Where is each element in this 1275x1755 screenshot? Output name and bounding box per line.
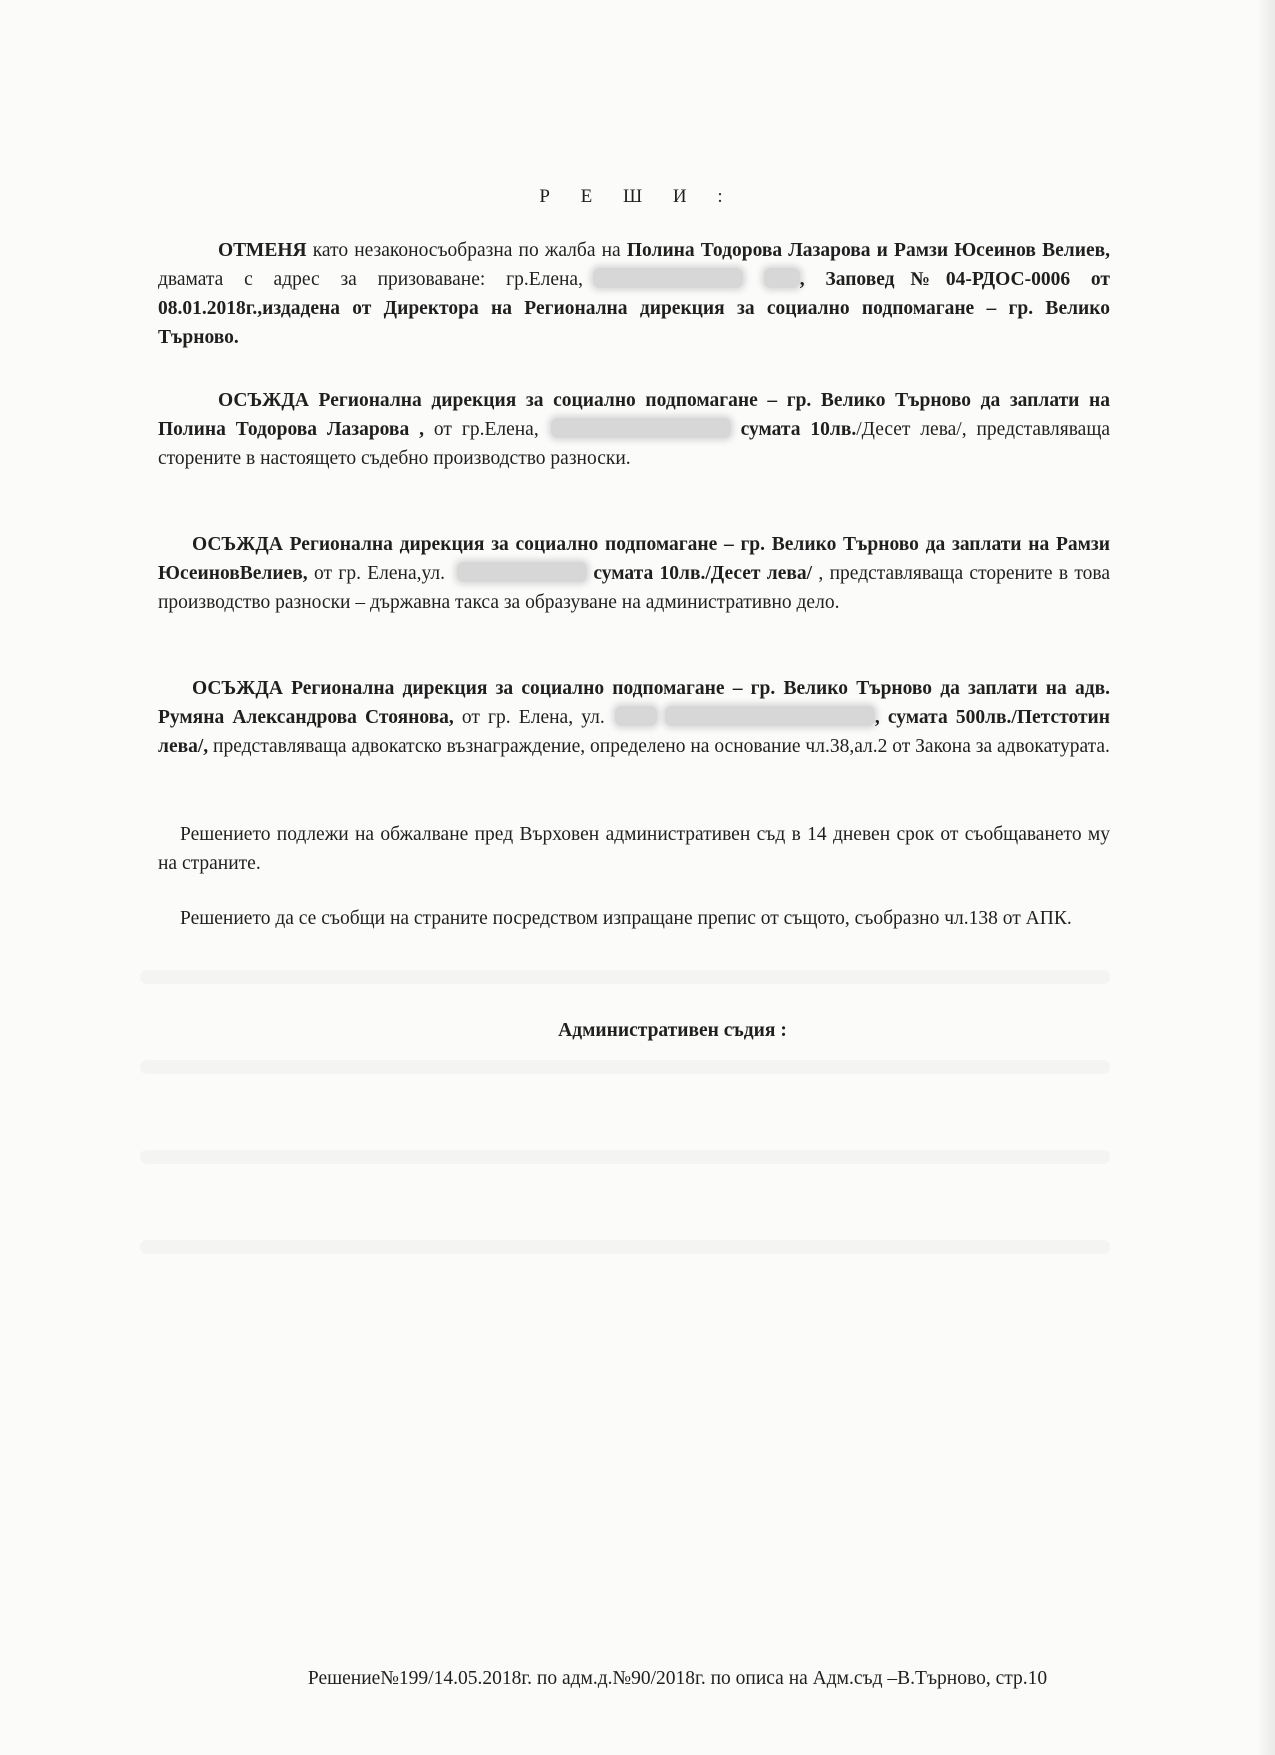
bleed-through-line [140, 1150, 1110, 1164]
redacted-address [551, 418, 731, 438]
page-footer: Решение№199/14.05.2018г. по адм.д.№90/2018г. по описа на Адм.съд –В.Търново, стр.10 [307, 1668, 1048, 1689]
redacted-address [615, 706, 657, 726]
judge-signature-line: Административен съдия : [558, 1020, 787, 1041]
paragraph-notification: Решението да се съобщи на страните посредством изпращане препис от същото, съобразно чл.138 от АПК. [180, 908, 1072, 929]
appellant-name: Полина Тодорова Лазарова [626, 240, 871, 261]
bleed-through-line [140, 1060, 1110, 1074]
keyword-annul: ОТМЕНЯ [218, 240, 307, 261]
decision-heading: Р Е Ш И : [539, 186, 736, 207]
redacted-address [764, 268, 800, 288]
redacted-address [593, 268, 743, 288]
paragraph-annul: ОТМЕНЯ като незаконосъобразна по жалба на Полина Тодорова Лазарова и Рамзи Юсеинов Велиев, двамата с адрес за призоваване: гр.Елена, , Заповед№04-РДОС-0006 от 08.01.2018г.,издадена от Директора на Регионална дирекция за социално подпомагане – гр. Велико Търново. [158, 240, 1111, 348]
appellant-name-2: и Рамзи Юсеинов Велиев, [876, 240, 1111, 261]
bleed-through-line [140, 970, 1110, 984]
bleed-through-line [140, 1240, 1110, 1254]
paragraph-costs-2: ОСЪЖДА Регионална дирекция за социално подпомагане – гр. Велико Търново да заплати на Рамзи ЮсеиновВелиев, от гр. Елена,ул. сумата 10лв./Десет лева/ , представляваща сторените в това производство разноски – държавна такса за образуване на административно дело. [158, 534, 1111, 613]
order-reference: , Заповед№04-РДОС-0006 от 08.01.2018г.,издадена от Директора на Регионална дирекция за социално подпомагане – гр. Велико Търново. [158, 269, 1110, 348]
paragraph-appeal: Решението подлежи на обжалване пред Върховен административен съд в 14 дневен срок от съобщаването му на страните. [158, 824, 1110, 874]
scan-edge-shadow [1257, 0, 1275, 1755]
paragraph-costs-1: ОСЪЖДА Регионална дирекция за социално подпомагане – гр. Велико Търново да заплати на Полина Тодорова Лазарова , от гр.Елена, сумата 10лв./Десет лева/, представляваща сторените в настоящето съдебно производство разноски. [158, 390, 1110, 469]
paragraph-costs-3: ОСЪЖДА Регионална дирекция за социално подпомагане – гр. Велико Търново да заплати на адв. Румяна Александрова Стоянова, от гр. Елена, ул. , сумата 500лв./Петстотин лева/, представляваща адвокатско възнаграждение, определено на основание чл.38,ал.2 от Закона за адвокатурата. [158, 678, 1111, 757]
redacted-address [665, 706, 875, 726]
redacted-address [457, 562, 587, 582]
